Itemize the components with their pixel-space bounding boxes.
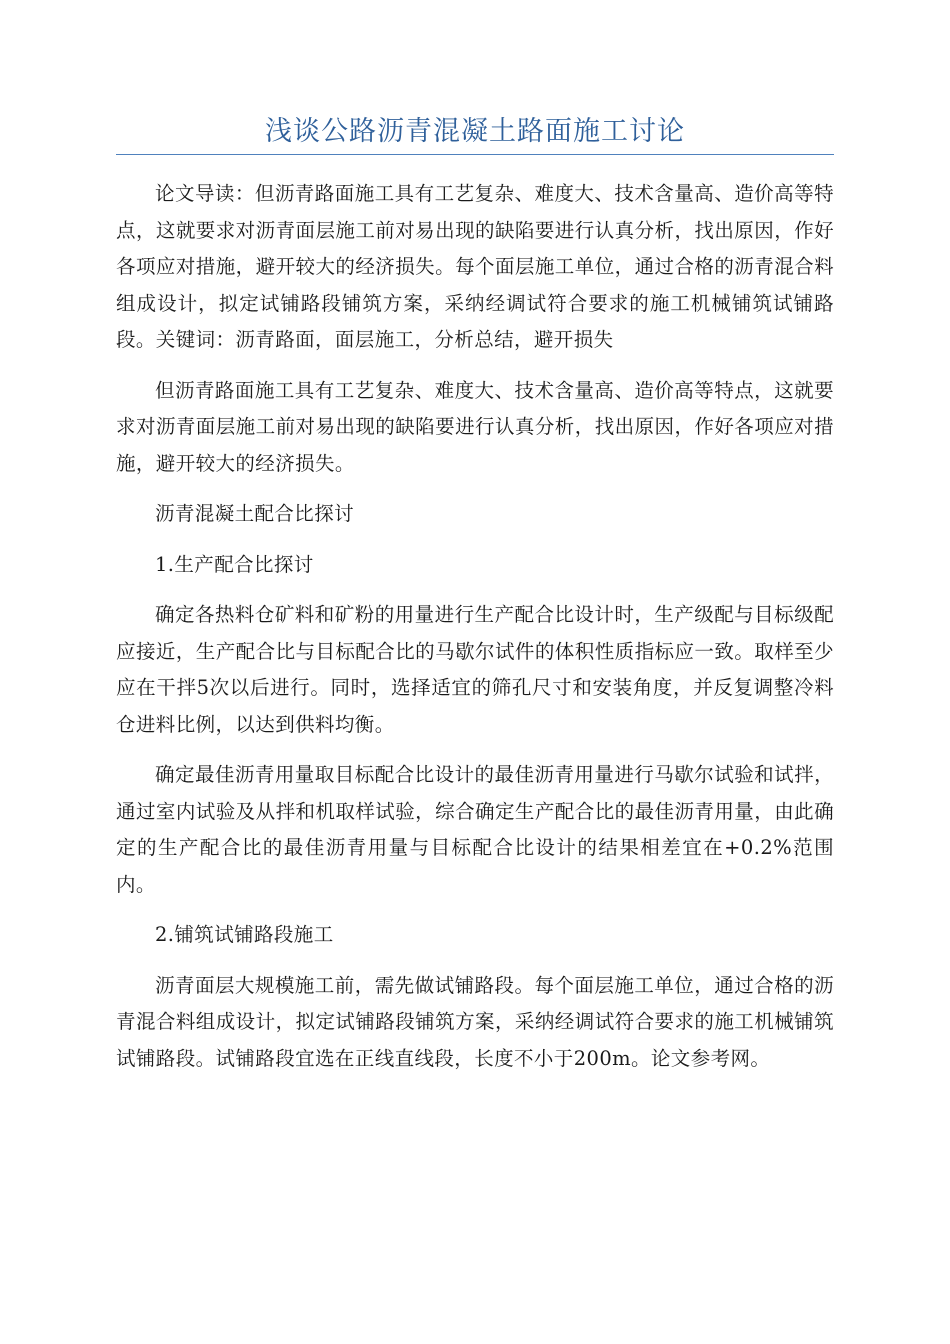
section-heading: 沥青混凝土配合比探讨	[155, 502, 355, 525]
body-paragraph: 确定最佳沥青用量取目标配合比设计的最佳沥青用量进行马歇尔试验和试拌，通过室内试验及从拌和机取样试验，综合确定生产配合比的最佳沥青用量，由此确定的生产配合比的最佳沥青用量与目标配合比设计的结果相差宜在+0.2%范围内。	[116, 763, 834, 896]
subsection-heading-1: 1.生产配合比探讨	[155, 552, 314, 576]
subsection-heading-2: 2.铺筑试铺路段施工	[155, 923, 334, 946]
body-paragraph: 确定各热料仓矿料和矿粉的用量进行生产配合比设计时，生产级配与目标级配应接近，生产配合比与目标配合比的马歇尔试件的体积性质指标应一致。取样至少应在干拌5次以后进行。同时，选择适宜的筛孔尺寸和安装角度，并反复调整冷料仓进料比例，以达到供料均衡。	[116, 603, 834, 736]
document-title: 浅谈公路沥青混凝土路面施工讨论	[265, 116, 685, 147]
document-body	[116, 176, 834, 1091]
intro-paragraph: 但沥青路面施工具有工艺复杂、难度大、技术含量高、造价高等特点，这就要求对沥青面层施工前对易出现的缺陷要进行认真分析，找出原因，作好各项应对措施，避开较大的经济损失。	[116, 378, 834, 475]
abstract-paragraph: 论文导读：但沥青路面施工具有工艺复杂、难度大、技术含量高、造价高等特点，这就要求对沥青面层施工前对易出现的缺陷要进行认真分析，找出原因，作好各项应对措施，避开较大的经济损失。每个面层施工单位，通过合格的沥青混合料组成设计，拟定试铺路段铺筑方案，采纳经调试符合要求的施工机械铺筑试铺路段。关键词：沥青路面，面层施工，分析总结，避开损失	[116, 182, 834, 351]
body-paragraph: 沥青面层大规模施工前，需先做试铺路段。每个面层施工单位，通过合格的沥青混合料组成设计，拟定试铺路段铺筑方案，采纳经调试符合要求的施工机械铺筑试铺路段。试铺路段宜选在正线直线段，长度不小于200m。论文参考网。	[116, 973, 834, 1070]
title-underline	[116, 154, 834, 155]
